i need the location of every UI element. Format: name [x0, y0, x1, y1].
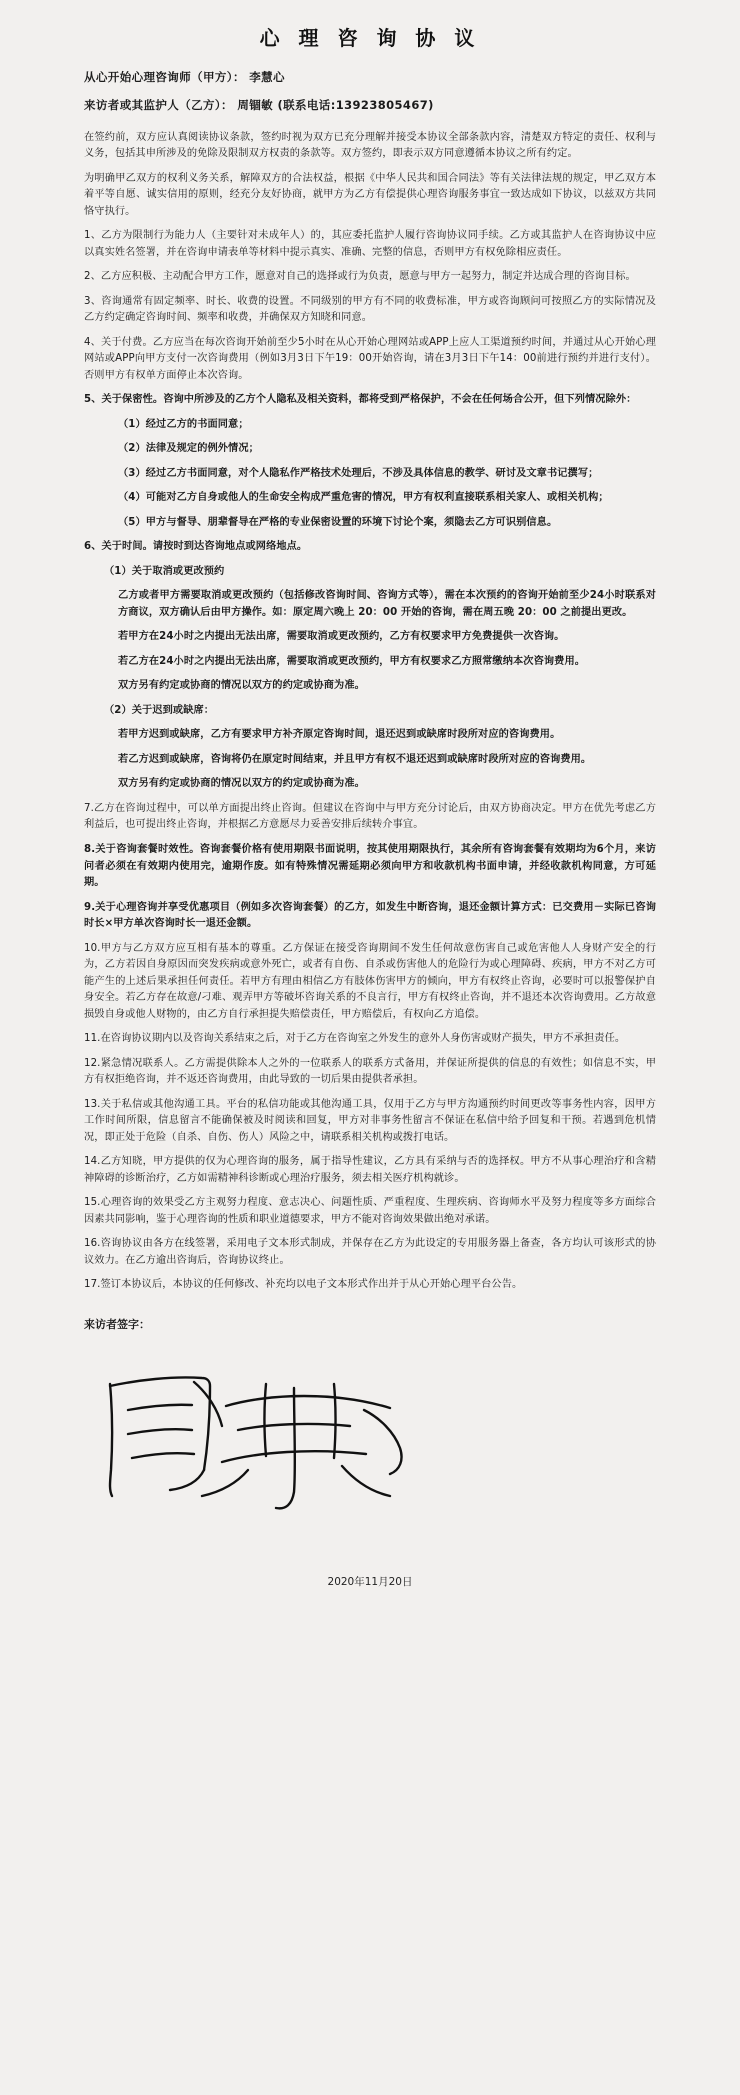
paragraph: （4）可能对乙方自身或他人的生命安全构成严重危害的情况，甲方有权利直接联系相关家人、或相关机构； [118, 492, 609, 504]
paragraph: （5）甲方与督导、朋辈督导在严格的专业保密设置的环境下讨论个案，须隐去乙方可识别信息。 [118, 516, 558, 528]
paragraph: 1、乙方为限制行为能力人（主要针对未成年人）的，其应委托监护人履行咨询协议同手续。乙方或其监护人在咨询协议中应以真实姓名签署，并在咨询申请表单等材料中提示真实、准确、完整的信息，否则甲方有权免除相应责任。 [84, 230, 656, 258]
party-b-line: 来访者或其监护人（乙方）： 周锢敏 (联系电话:13923805467) [84, 98, 434, 113]
paragraph: （2）法律及规定的例外情况； [118, 443, 259, 455]
paragraph: 在签约前，双方应认真阅读协议条款，签约时视为双方已充分理解并接受本协议全部条款内容，清楚双方特定的责任、权利与义务，包括其申所涉及的免除及限制双方权责的条款等。双方签约，即表示双方同意遵循本协议之所有约定。 [84, 131, 656, 160]
paragraph: 17.签订本协议后，本协议的任何修改、补充均以电子文本形式作出并于从心开始心理平台公告。 [84, 1279, 523, 1291]
signature-area [84, 1338, 656, 1548]
paragraph: 为明确甲乙双方的权利义务关系，解障双方的合法权益，根据《中华人民共和国合同法》等有关法律法规的规定，甲乙双方本着平等自愿、诚实信用的原则，经充分友好协商，就甲方为乙方有偿提供心理咨询服务事宜一致达成如下协议，以兹双方共同恪守执行。 [84, 172, 656, 217]
paragraph: 16.咨询协议由各方在线签署，采用电子文本形式制成，并保存在乙方为此设定的专用服务器上备查，各方均认可该形式的协议效力。在乙方逾出咨询后，咨询协议终止。 [84, 1238, 656, 1266]
paragraph: 15.心理咨询的效果受乙方主观努力程度、意志决心、问题性质、严重程度、生理疾病、咨询师水平及努力程度等多方面综合因素共同影响，鉴于心理咨询的性质和职业道德要求，甲方不能对咨询效果做出绝对承诺。 [84, 1197, 656, 1225]
paragraph: 4、关于付费。乙方应当在每次咨询开始前至少5小时在从心开始心理网站或APP上应人工渠道预约时间，并通过从心开始心理网站或APP向甲方支付一次咨询费用（例如3月3日下午19：00开始咨询，请在3月3日下午14：00前进行预约并进行支付）。否则甲方有权单方面停止本次咨询。 [84, 336, 656, 381]
paragraph: 若甲方迟到或缺席，乙方有要求甲方补齐原定咨询时间，退还迟到或缺席时段所对应的咨询费用。 [118, 729, 561, 741]
paragraph: 14.乙方知晓，甲方提供的仅为心理咨询的服务，属于指导性建议，乙方具有采纳与否的选择权。甲方不从事心理治疗和含精神障碍的诊断治疗，乙方如需精神科诊断或心理治疗服务，须去相关医疗机构就诊。 [84, 1156, 656, 1184]
paragraph: 3、咨询通常有固定频率、时长、收费的设置。不同级别的甲方有不同的收费标准，甲方或咨询顾问可按照乙方的实际情况及乙方约定确定咨询时间、频率和收费，并确保双方知晓和同意。 [84, 295, 656, 324]
party-a-line: 从心开始心理咨询师（甲方）： 李慧心 [84, 70, 285, 84]
paragraph: 2、乙方应积极、主动配合甲方工作，愿意对自己的选择或行为负责，愿意与甲方一起努力，制定并达成合理的咨询目标。 [84, 271, 636, 283]
signature-date: 2020年11月20日 [327, 1575, 413, 1588]
paragraph: 若乙方迟到或缺席，咨询将仍在原定时间结束，并且甲方有权不退还迟到或缺席时段所对应的咨询费用。 [118, 753, 592, 765]
paragraph: 6、关于时间。请按时到达咨询地点或网络地点。 [84, 541, 308, 553]
paragraph: 双方另有约定或协商的情况以双方的约定或协商为准。 [118, 778, 365, 790]
paragraph: 7.乙方在咨询过程中，可以单方面提出终止咨询。但建议在咨询中与甲方充分讨论后，由双方协商决定。甲方在优先考虑乙方利益后，也可提出终止咨询，并根据乙方意愿尽力妥善安排后续转介事宜。 [84, 802, 656, 831]
paragraph: 乙方或者甲方需要取消或更改预约（包括修改咨询时间、咨询方式等），需在本次预约的咨询开始前至少24小时联系对方商议，双方确认后由甲方操作。如：原定周六晚上 20：00 开始的咨询，需在周五晚 20：00 之前提出更改。 [118, 590, 656, 618]
handwritten-signature-icon [98, 1366, 428, 1516]
paragraph: 若甲方在24小时之内提出无法出席，需要取消或更改预约，乙方有权要求甲方免费提供一次咨询。 [118, 631, 565, 643]
paragraph: 12.紧急情况联系人。乙方需提供除本人之外的一位联系人的联系方式备用，并保证所提供的信息的有效性；如信息不实，甲方有权拒绝咨询，并不返还咨询费用，由此导致的一切后果由提供者承担。 [84, 1057, 656, 1086]
paragraph: 13.关于私信或其他沟通工具。平台的私信功能或其他沟通工具，仅用于乙方与甲方沟通预约时间更改等事务性内容，因甲方工作时间所限，信息留言不能确保被及时阅读和回复，甲方对非事务性留言不保证在私信中给予回复和干预。若遇到危机情况，即正处于危险（自杀、自伤、伤人）风险之中，请联系相关机构或拨打电话。 [84, 1098, 656, 1143]
paragraph: 8.关于咨询套餐时效性。咨询套餐价格有使用期限书面说明，按其使用期限执行，其余所有咨询套餐有效期均为6个月，来访问者必须在有效期内使用完，逾期作废。如有特殊情况需延期必须向甲方和收款机构书面申请，并经收款机构同意，方可延期。 [84, 844, 656, 889]
page-title: 心 理 咨 询 协 议 [259, 26, 481, 50]
signature-label: 来访者签字： [84, 1317, 150, 1331]
paragraph: 11.在咨询协议期内以及咨询关系结束之后，对于乙方在咨询室之外发生的意外人身伤害或财产损失，甲方不承担责任。 [84, 1033, 626, 1045]
paragraph: （3）经过乙方书面同意，对个人隐私作严格技术处理后，不涉及具体信息的教学、研讨及文章书记撰写； [118, 467, 599, 479]
paragraph: （2）关于迟到或缺席： [104, 704, 215, 716]
paragraph: 双方另有约定或协商的情况以双方的约定或协商为准。 [118, 680, 365, 692]
paragraph: 9.关于心理咨询并享受优惠项目（例如多次咨询套餐）的乙方，如发生中断咨询，退还金额计算方式：已交费用－实际已咨询时长×甲方单次咨询时长一退还金额。 [84, 901, 656, 930]
paragraph: （1）经过乙方的书面同意； [118, 418, 249, 430]
paragraph: （1）关于取消或更改预约 [104, 565, 225, 577]
paragraph: 10.甲方与乙方双方应互相有基本的尊重。乙方保证在接受咨询期间不发生任何故意伤害自己或危害他人人身财产安全的行为，乙方若因自身原因而突发疾病或意外死亡，或者有自伤、自杀或伤害他人的危险行为或心理障碍、疾病，甲方不对乙方可能产生的上述后果承担任何责任。若甲方有理由相信乙方有肢体伤害甲方的倾向，甲方有权终止咨询，必要时可以报警保护自身安全。若乙方存在故意/刁难、观弄甲方等破坏咨询关系的不良言行，甲方有权终止咨询，并不退还本次咨询费用。乙方故意损毁自身或他人财物的，由乙方自行承担提失赔偿责任，甲方赔偿后，有权向乙方追偿。 [84, 942, 656, 1020]
paragraph: 若乙方在24小时之内提出无法出席，需要取消或更改预约，甲方有权要求乙方照常缴纳本次咨询费用。 [118, 655, 586, 667]
paragraph: 5、关于保密性。咨询中所涉及的乙方个人隐私及相关资料，都将受到严格保护，不会在任何场合公开，但下列情况除外： [84, 394, 637, 406]
footer-spacer [84, 1589, 656, 1607]
